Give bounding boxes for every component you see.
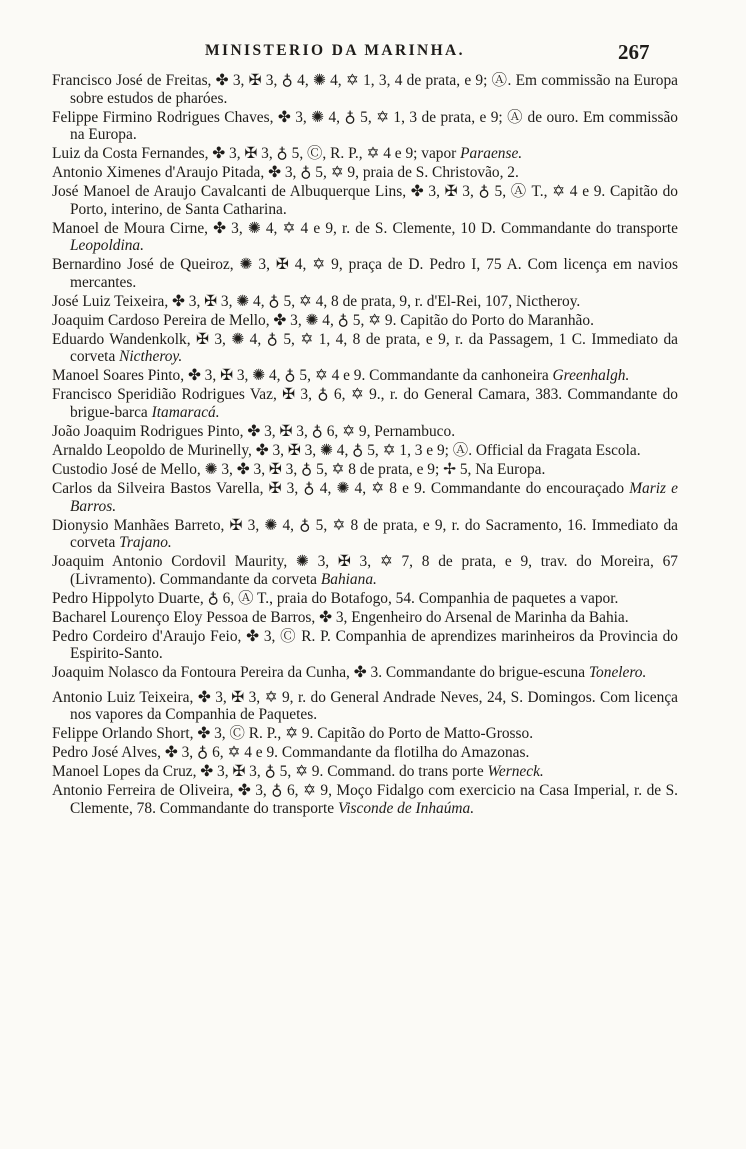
entry-text: Eduardo Wandenkolk, ✠ 3, ✺ 4, ♁ 5, ✡ 1, 4, 8 de prata, e 9, r. da Passagem, 1 C. Immediato da corveta — [52, 330, 678, 366]
entry-text: Manoel de Moura Cirne, ✤ 3, ✺ 4, ✡ 4 e 9, r. de S. Clemente, 10 D. Commandante do transporte — [52, 219, 678, 237]
entry-text: Custodio José de Mello, ✺ 3, ✤ 3, ✠ 3, ♁ 5, ✡ 8 de prata, e 9; ✢ 5, Na Europa. — [52, 460, 546, 478]
officer-entry — [52, 609, 678, 627]
officer-entry — [52, 220, 678, 255]
entry-text: Bernardino José de Queiroz, ✺ 3, ✠ 4, ✡ 9, praça de D. Pedro I, 75 A. Com licença em navios mercantes. — [52, 256, 678, 291]
officer-entry — [52, 331, 678, 366]
page-header — [0, 40, 746, 68]
entry-text: Antonio Ferreira de Oliveira, ✤ 3, ♁ 6, ✡ 9, Moço Fidalgo com exercicio na Casa Imperial, r. de S. Clemente, 78. Commandante do transporte — [52, 782, 678, 817]
officer-entry — [52, 553, 678, 588]
entry-text: Francisco Speridião Rodrigues Vaz, ✠ 3, ♁ 6, ✡ 9., r. do General Camara, 383. Commandante do brigue-barca — [52, 386, 678, 421]
ship-name: Paraense. — [460, 145, 523, 163]
entry-text: Francisco José de Freitas, ✤ 3, ✠ 3, ♁ 4, ✺ 4, ✡ 1, 3, 4 de prata, e 9; Ⓐ. Em commissão na Europa sobre estudos de pharóes. — [52, 72, 678, 107]
officer-entry — [52, 689, 678, 724]
entry-text: José Luiz Teixeira, ✤ 3, ✠ 3, ✺ 4, ♁ 5, ✡ 4, 8 de prata, 9, r. d'El-Rei, 107, Nictheroy. — [52, 292, 581, 310]
entry-text: Pedro Hippolyto Duarte, ♁ 6, Ⓐ T., praia do Botafogo, 54. Companhia de paquetes a vapor. — [52, 589, 619, 607]
entry-text: Antonio Luiz Teixeira, ✤ 3, ✠ 3, ✡ 9, r. do General Andrade Neves, 24, S. Domingos. Com licença nos vapores da Companhia de Paquetes. — [52, 688, 678, 724]
entry-text: Joaquim Nolasco da Fontoura Pereira da Cunha, ✤ 3. Commandante do brigue-escuna — [52, 664, 589, 682]
officer-entry — [52, 442, 678, 460]
officer-entry — [52, 72, 678, 107]
officer-entry — [52, 164, 678, 182]
ship-name: Leopoldina. — [70, 237, 144, 255]
ship-name: Nictheroy. — [119, 348, 183, 366]
officer-entry — [52, 763, 678, 781]
ship-name: Mariz e Barros. — [70, 479, 678, 515]
entry-text: Felippe Firmino Rodrigues Chaves, ✤ 3, ✺ 4, ♁ 5, ✡ 1, 3 de prata, e 9; Ⓐ de ouro. Em commissão na Europa. — [52, 108, 678, 144]
ship-name: Trajano. — [119, 534, 172, 552]
entry-text: Antonio Ximenes d'Araujo Pitada, ✤ 3, ♁ 5, ✡ 9, praia de S. Christovão, 2. — [52, 164, 519, 182]
entry-text: Arnaldo Leopoldo de Murinelly, ✤ 3, ✠ 3, ✺ 4, ♁ 5, ✡ 1, 3 e 9; Ⓐ. Official da Fragata Escola. — [52, 441, 641, 459]
entry-text: Joaquim Antonio Cordovil Maurity, ✺ 3, ✠ 3, ✡ 7, 8 de prata, e 9, trav. do Moreira, 67 (Livramento). Commandante da corveta — [52, 553, 678, 588]
officer-entry — [52, 782, 678, 817]
entry-text: Dionysio Manhães Barreto, ✠ 3, ✺ 4, ♁ 5, ✡ 8 de prata, e 9, r. do Sacramento, 16. Immediato da corveta — [52, 516, 678, 552]
officer-entry — [52, 293, 678, 311]
entry-text: José Manoel de Araujo Cavalcanti de Albuquerque Lins, ✤ 3, ✠ 3, ♁ 5, Ⓐ T., ✡ 4 e 9. Capitão do Porto, interino, de Santa Catharina. — [52, 183, 678, 218]
entry-text: Manoel Lopes da Cruz, ✤ 3, ✠ 3, ♁ 5, ✡ 9. Command. do trans porte — [52, 763, 488, 781]
officer-entry — [52, 517, 678, 552]
officer-entry — [52, 590, 678, 608]
officer-entry — [52, 461, 678, 479]
entry-text: Pedro José Alves, ✤ 3, ♁ 6, ✡ 4 e 9. Commandante da flotilha do Amazonas. — [52, 744, 530, 762]
officer-entry — [52, 744, 678, 762]
officer-entry — [52, 480, 678, 515]
entry-text: Manoel Soares Pinto, ✤ 3, ✠ 3, ✺ 4, ♁ 5, ✡ 4 e 9. Commandante da canhoneira — [52, 367, 553, 385]
officer-list — [52, 72, 678, 819]
ship-name: Visconde de Inhaúma. — [338, 799, 475, 817]
entry-text: Pedro Cordeiro d'Araujo Feio, ✤ 3, Ⓒ R. P. Companhia de aprendizes marinheiros da Provincia do Espirito-Santo. — [52, 627, 678, 663]
entry-text: João Joaquim Rodrigues Pinto, ✤ 3, ✠ 3, ♁ 6, ✡ 9, Pernambuco. — [52, 422, 456, 440]
entry-text: Bacharel Lourenço Eloy Pessoa de Barros, ✤ 3, Engenheiro do Arsenal de Marinha da Bahia. — [52, 608, 629, 626]
ship-name: Bahiana. — [320, 570, 377, 588]
page-number: 267 — [618, 40, 650, 64]
entry-text: Joaquim Cardoso Pereira de Mello, ✤ 3, ✺ 4, ♁ 5, ✡ 9. Capitão do Porto do Maranhão. — [52, 311, 594, 329]
entry-text: Carlos da Silveira Bastos Varella, ✠ 3, ♁ 4, ✺ 4, ✡ 8 e 9. Commandante do encouraçado — [52, 479, 630, 497]
officer-entry — [52, 109, 678, 144]
officer-entry — [52, 367, 678, 385]
entry-text: Luiz da Costa Fernandes, ✤ 3, ✠ 3, ♁ 5, Ⓒ, R. P., ✡ 4 e 9; vapor — [52, 145, 461, 163]
officer-entry — [52, 628, 678, 663]
ship-name: Greenhalgh. — [552, 367, 630, 385]
officer-entry — [52, 256, 678, 291]
officer-entry — [52, 386, 678, 421]
ship-name: Itamaracá. — [151, 403, 220, 421]
ship-name: Tonelero. — [588, 664, 647, 682]
officer-entry — [52, 423, 678, 441]
officer-entry — [52, 664, 678, 682]
officer-entry — [52, 725, 678, 743]
page-title: MINISTERIO DA MARINHA. — [205, 42, 465, 59]
entry-text: Felippe Orlando Short, ✤ 3, Ⓒ R. P., ✡ 9. Capitão do Porto de Matto-Grosso. — [52, 725, 534, 743]
officer-entry — [52, 312, 678, 330]
officer-entry — [52, 145, 678, 163]
officer-entry — [52, 183, 678, 218]
ship-name: Werneck. — [487, 763, 544, 781]
